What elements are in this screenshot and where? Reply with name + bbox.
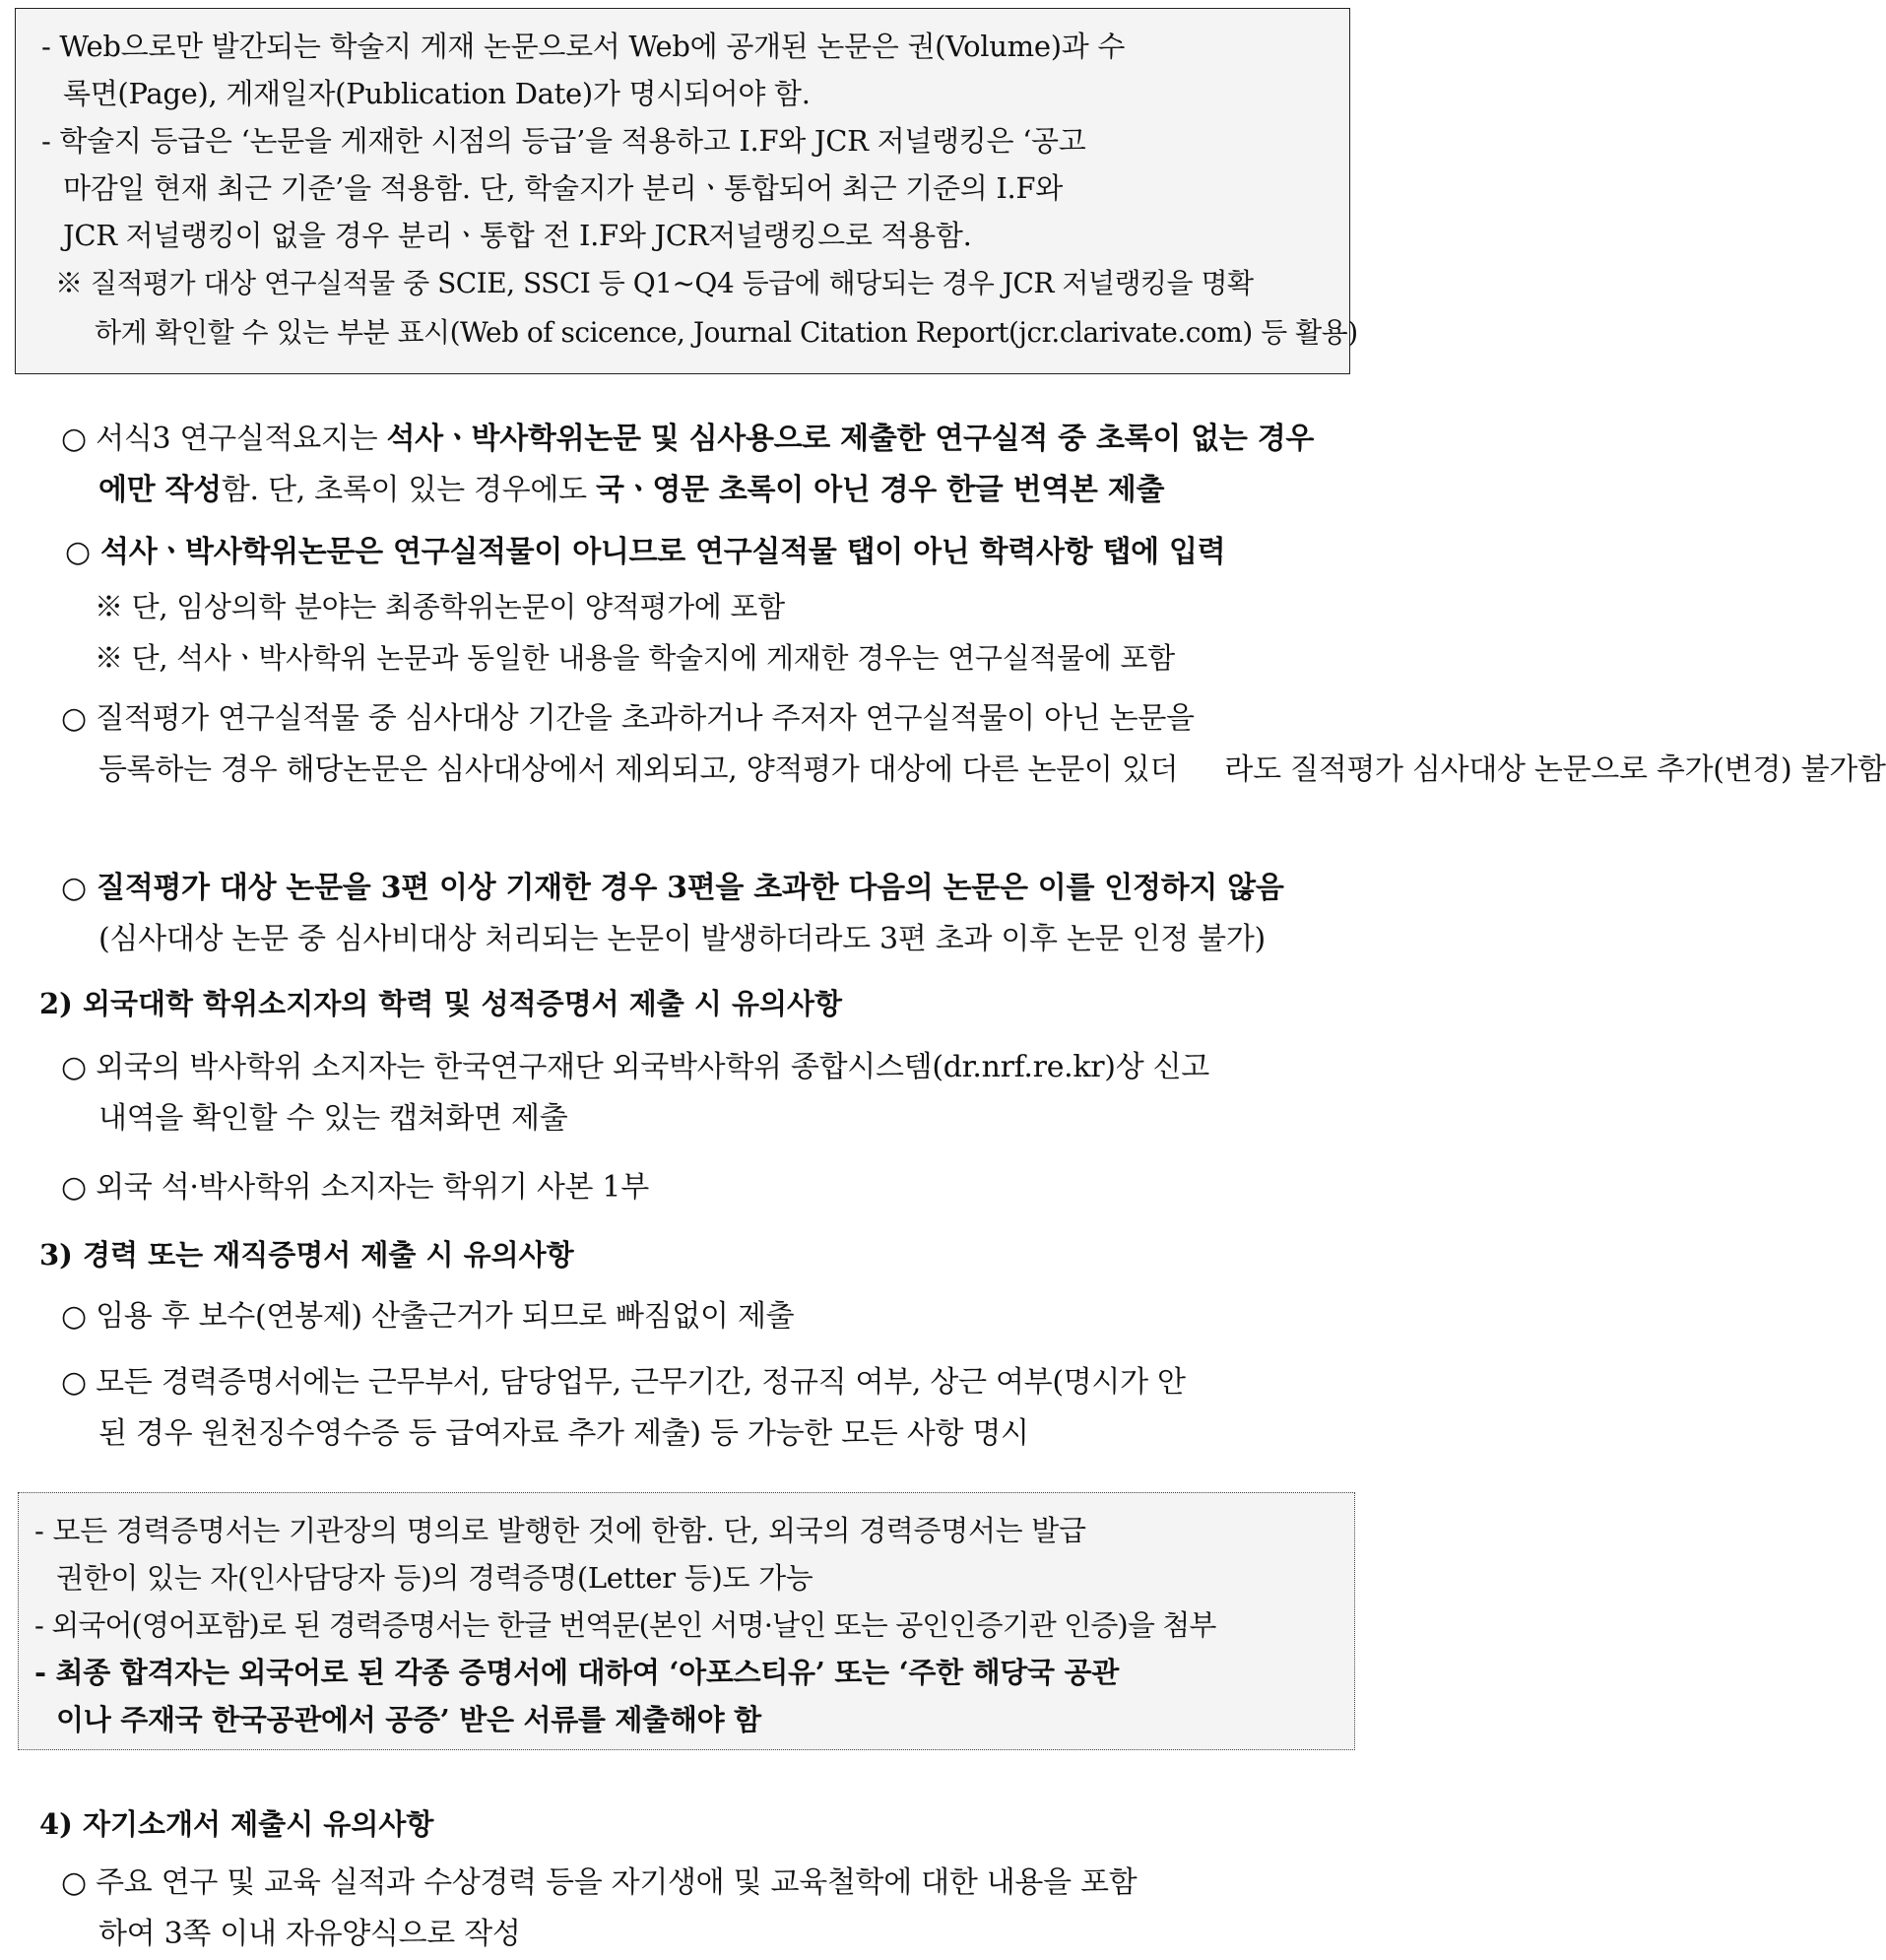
section-title-foreign-degree: 2) 외국대학 학위소지자의 학력 및 성적증명서 제출 시 유의사항 bbox=[39, 987, 843, 1020]
section-title-self-intro: 4) 자기소개서 제출시 유의사항 bbox=[39, 1807, 434, 1841]
item-degree-thesis: ○ 석사ㆍ박사학위논문은 연구실적물이 아니므로 연구실적물 탭이 아닌 학력사항 탭에 입력 bbox=[65, 535, 1226, 569]
item-three-papers: ○ 질적평가 대상 논문을 3편 이상 기재한 경우 3편을 초과한 다음의 논문은 이를 인정하지 않음 (심사대상 논문 중 심사비대상 처리되는 논문이 발생하더라도 3편 초과 이후 논문 인정 불가) bbox=[61, 871, 1284, 956]
note-web-journal: - Web으로만 발간되는 학술지 게재 논문으로서 Web에 공개된 논문은 권(Volume)과 수 록면(Page), 게재일자(Publication Date)가 명시되어야 함. bbox=[41, 30, 1126, 110]
note-apostille: - 최종 합격자는 외국어로 된 각종 증명서에 대하여 ‘아포스티유’ 또는 ‘주한 해당국 공관 이나 주재국 한국공관에서 공증’ 받은 서류를 제출해야 함 bbox=[34, 1656, 1119, 1736]
item-career-certificate: ○ 모든 경력증명서에는 근무부서, 담당업무, 근무기간, 정규직 여부, 상근 여부(명시가 안 된 경우 원천징수영수증 등 급여자료 추가 제출) 등 가능한 모든 사항 명시 bbox=[61, 1365, 1186, 1451]
item-qualitative-excluded: ○ 질적평가 연구실적물 중 심사대상 기간을 초과하거나 주저자 연구실적물이 아닌 논문을 등록하는 경우 해당논문은 심사대상에서 제외되고, 양적평가 대상에 다른 논문이 있더 라도 질적평가 심사대상 논문으로 추가(변경) 불가함 bbox=[61, 701, 1886, 787]
item-foreign-degree-copy: ○ 외국 석·박사학위 소지자는 학위기 사본 1부 bbox=[61, 1170, 649, 1205]
item-self-intro: ○ 주요 연구 및 교육 실적과 수상경력 등을 자기생애 및 교육철학에 대한 내용을 포함 하여 3쪽 이내 자유양식으로 작성 bbox=[61, 1865, 1138, 1951]
item-research-summary: ○ 서식3 연구실적요지는 석사ㆍ박사학위논문 및 심사용으로 제출한 연구실적 중 초록이 없는 경우 에만 작성함. 단, 초록이 있는 경우에도 국ㆍ영문 초록이 아닌 경우 한글 번역본 제출 bbox=[61, 422, 1315, 507]
note-jcr-ranking: ※ 질적평가 대상 연구실적물 중 SCIE, SSCI 등 Q1~Q4 등급에 해당되는 경우 JCR 저널랭킹을 명확 하게 확인할 수 있는 부분 표시(Web of scicence, Journal Citation Report(jcr.clarivate.com) 등 활용) bbox=[55, 267, 1358, 349]
career-notes-box bbox=[18, 1492, 1355, 1750]
note-issuer: - 모든 경력증명서는 기관장의 명의로 발행한 것에 한함. 단, 외국의 경력증명서는 발급 권한이 있는 자(인사담당자 등)의 경력증명(Letter 등)도 가능 bbox=[34, 1514, 1086, 1595]
sub-note-clinical: ※ 단, 임상의학 분야는 최종학위논문이 양적평가에 포함 bbox=[95, 590, 785, 623]
sub-note-thesis-journal: ※ 단, 석사ㆍ박사학위 논문과 동일한 내용을 학술지에 게재한 경우는 연구실적물에 포함 bbox=[95, 641, 1175, 675]
note-journal-grade: - 학술지 등급은 ‘논문을 게재한 시점의 등급’을 적용하고 I.F와 JCR 저널랭킹은 ‘공고 마감일 현재 최근 기준’을 적용함. 단, 학술지가 분리ㆍ통합되어 최근 기준의 I.F와 JCR 저널랭킹이 없을 경우 분리ㆍ통합 전 I.F와 JCR저널랭킹으로 적용함. bbox=[41, 124, 1086, 252]
item-foreign-phd: ○ 외국의 박사학위 소지자는 한국연구재단 외국박사학위 종합시스템(dr.nrf.re.kr)상 신고 내역을 확인할 수 있는 캡쳐화면 제출 bbox=[61, 1050, 1209, 1136]
item-salary-basis: ○ 임용 후 보수(연봉제) 산출근거가 되므로 빠짐없이 제출 bbox=[61, 1299, 795, 1334]
section-title-career: 3) 경력 또는 재직증명서 제출 시 유의사항 bbox=[39, 1238, 574, 1272]
journal-notes-box bbox=[15, 8, 1358, 374]
note-translation: - 외국어(영어포함)로 된 경력증명서는 한글 번역문(본인 서명·날인 또는 공인인증기관 인증)을 첨부 bbox=[34, 1608, 1216, 1642]
